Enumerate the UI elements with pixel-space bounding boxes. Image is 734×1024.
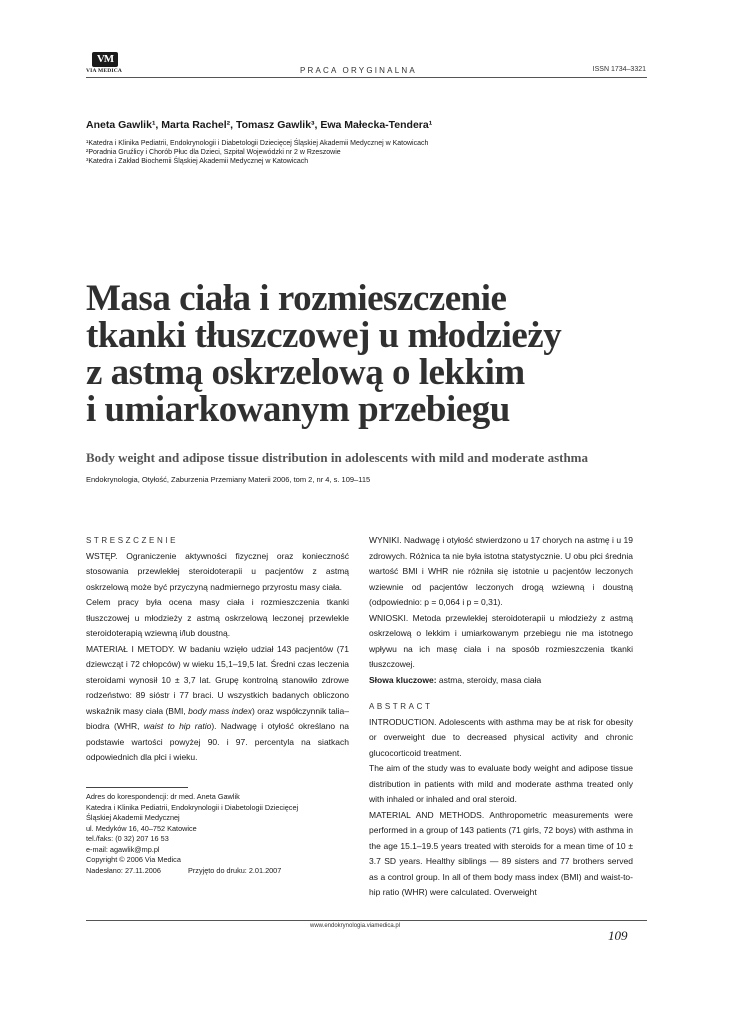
citation: Endokrynologia, Otyłość, Zaburzenia Przemiany Materii 2006, tom 2, nr 4, s. 109–115 — [86, 475, 371, 484]
title-line: i umiarkowanym przebiegu — [86, 389, 510, 430]
logo-text: VIA MEDICA — [86, 68, 123, 74]
methods-text: MATERIAŁ I METODY. W badaniu wzięło udział 143 pacjentów (71 dziewcząt i 72 chłopców) w wieku 15,1–19,5 lat. Średni czas leczenia steroidami wynosił 10 ± 3,7 lat. Grupę kontrolną stanowiło zdrowe rodzeństwo: 89 sióstr i 77 braci. U wszystkich badanych obliczono wskaźnik masy ciała (BMI, — [86, 643, 349, 716]
title-line: z astmą oskrzelową o lekkim — [86, 352, 525, 393]
journal-url: www.endokrynologia.viamedica.pl — [310, 923, 401, 929]
results-paragraph: WYNIKI. Nadwagę i otyłość stwierdzono u 17 chorych na astmę i u 19 zdrowych. Różnica ta nie była istotna statystycznie. U obu płci średnia wartość BMI i WHR nie różniła się istotnie u pacjentów leczonych wziewnie od pacjentów leczonych drogą wziewną i doustną (odpowiednio: p = 0,064 i p = 0,31). — [369, 535, 633, 607]
accepted-date: Przyjęto do druku: 2.01.2007 — [188, 865, 282, 875]
keywords-text: astma, steroidy, masa ciała — [436, 674, 542, 685]
authors: Aneta Gawlik¹, Marta Rachel², Tomasz Gawlik³, Ewa Małecka-Tendera¹ — [86, 119, 433, 131]
header-divider — [86, 77, 647, 78]
abstract-introduction: INTRODUCTION. Adolescents with asthma may be at risk for obesity or overweight due to decreased physical activity and chronic glucocorticoid treatment. — [369, 716, 633, 758]
abstract-aim: The aim of the study was to evaluate body weight and adipose tissue distribution in patients with mild and moderate asthma treated only with inhaled or inhaled and oral steroid. — [369, 763, 633, 804]
section-label: PRACA ORYGINALNA — [300, 66, 417, 75]
affiliation: ²Poradnia Gruźlicy i Chorób Płuc dla Dzieci, Szpital Wojewódzki nr 2 w Rzeszowie — [86, 149, 341, 156]
methods-text: ) oraz współczynnik talia–biodra (WHR, — [86, 705, 349, 731]
article-title-english: Body weight and adipose tissue distribution in adolescents with mild and moderate asthma — [86, 450, 589, 465]
dates-line — [86, 866, 298, 877]
right-column — [369, 533, 633, 901]
affiliations — [86, 139, 428, 166]
abstract-heading: ABSTRACT — [369, 702, 433, 711]
logo-mark: VM — [92, 52, 118, 67]
article-title — [86, 280, 561, 428]
left-column — [86, 533, 349, 766]
issn: ISSN 1734–3321 — [592, 66, 646, 73]
keywords-label: Słowa kluczowe: — [369, 674, 437, 685]
correspondence-line: tel./faks: (0 32) 207 16 53 — [86, 834, 169, 843]
correspondence-line: Katedra i Klinika Pediatrii, Endokrynologii i Diabetologii Dziecięcej — [86, 802, 299, 812]
correspondence-line: Adres do korespondencji: dr med. Aneta Gawlik — [86, 792, 240, 801]
publisher-logo — [86, 52, 126, 76]
correspondence-line: Śląskiej Akademii Medycznej — [86, 813, 180, 822]
aim-paragraph: Celem pracy była ocena masy ciała i rozmieszczenia tkanki tłuszczowej u młodzieży z astmą oskrzelową leczonej przewlekle steroidoterapią wziewną i/lub doustną. — [86, 597, 349, 638]
abstract-methods: MATERIAL AND METHODS. Anthropometric measurements were performed in a group of 143 patients (71 girls, 72 boys) with asthma in the age 15.1–19.5 years treated with steroids for a mean time of 10 ± 3.7 SD years. Healthy siblings — 89 sisters and 77 brothers served as a control group. In all of them body mass index (BMI) and waist-to-hip ratio (WHR) were calculated. Overweight — [369, 809, 633, 897]
whr-term: waist to hip ratio — [143, 721, 212, 731]
footer-divider — [86, 920, 647, 921]
methods-text: ). Nadwagę i otyłość określano na podstawie wartości powyżej 90. i 97. percentyla na siatkach odpowiednich dla płci i wieku. — [86, 721, 349, 762]
correspondence-divider — [86, 787, 188, 788]
copyright: Copyright © 2006 Via Medica — [86, 855, 181, 864]
received-date: Nadesłano: 27.11.2006 — [86, 865, 161, 875]
bmi-term: body mass index — [188, 705, 253, 716]
introduction-paragraph: WSTĘP. Ograniczenie aktywności fizycznej oraz konieczność stosowania przewlekłej steroidoterapii u pacjentów z astmą oskrzelową może być przyczyną nadmiernego przyrostu masy ciała. — [86, 550, 349, 592]
correspondence-email: e-mail: agawlik@mp.pl — [86, 844, 160, 854]
correspondence-line: ul. Medyków 16, 40–752 Katowice — [86, 823, 197, 833]
keywords — [369, 673, 633, 689]
conclusions-paragraph: WNIOSKI. Metoda przewlekłej steroidoterapii u młodzieży z astmą oskrzelową o lekkim i umiarkowanym przebiegu nie ma istotnego wpływu na ich masę ciała i na sposób rozmieszczenia tkanki tłuszczowej. — [369, 612, 633, 669]
title-line: tkanki tłuszczowej u młodzieży — [86, 315, 562, 356]
affiliation: ³Katedra i Zakład Biochemii Śląskiej Akademii Medycznej w Katowicach — [86, 158, 309, 165]
page-number: 109 — [608, 928, 628, 943]
methods-paragraph — [86, 642, 349, 766]
title-line: Masa ciała i rozmieszczenie — [86, 278, 507, 319]
affiliation: ¹Katedra i Klinika Pediatrii, Endokrynologii i Diabetologii Dziecięcej Śląskiej Akademii Medycznej w Katowicach — [86, 140, 429, 147]
correspondence-block — [86, 792, 298, 876]
streszczenie-heading: STRESZCZENIE — [86, 536, 179, 545]
